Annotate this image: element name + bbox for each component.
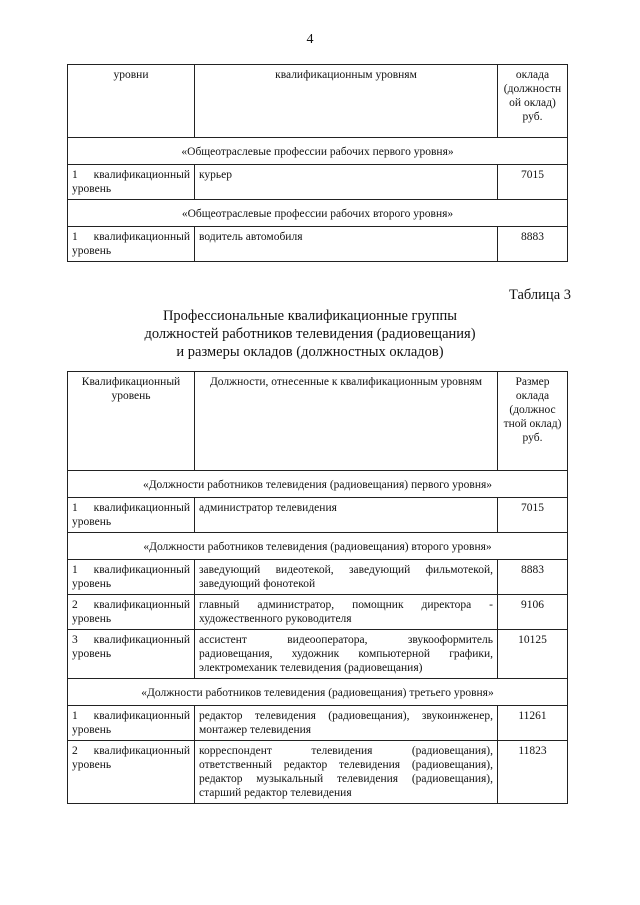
table-title-line: должностей работников телевидения (радиовещания) [144,326,476,342]
header-level: уровни [68,65,195,138]
table-row [68,165,568,200]
position-cell: корреспондент телевидения (радиовещания), ответственный редактор телевидения (радиовещания), редактор музыкальный телевидения (радиовещания), старший редактор телевидения [195,741,498,804]
salary-cell: 11261 [498,706,568,741]
table-row [68,706,568,741]
position-cell: водитель автомобиля [195,227,498,262]
table-title-line: и размеры окладов (должностных окладов) [176,344,444,360]
position-cell: ассистент видеооператора, звукооформитель радиовещания, художник компьютерной графики, электромеханик телевидения (радиовещания) [195,630,498,679]
level-cell: 3 квалификационный уровень [68,630,195,679]
position-cell: администратор телевидения [195,498,498,533]
table-row [68,595,568,630]
salary-cell: 7015 [498,498,568,533]
salary-cell: 10125 [498,630,568,679]
table-header-row [68,65,568,138]
header-salary: Размер оклада (должнос тной оклад) руб. [498,372,568,471]
header-salary: оклада (должностн ой оклад) руб. [498,65,568,138]
salary-cell: 11823 [498,741,568,804]
group-title-row [68,138,568,165]
position-cell: главный администратор, помощник директора - художественного руководителя [195,595,498,630]
salary-cell: 7015 [498,165,568,200]
level-cell: 1 квалификационный уровень [68,706,195,741]
salary-cell: 9106 [498,595,568,630]
table-label: Таблица 3 [508,287,571,303]
group-title: «Должности работников телевидения (радиовещания) первого уровня» [68,471,568,498]
group-title-row [68,471,568,498]
header-level: Квалификационный уровень [68,372,195,471]
salary-table-television [67,371,568,804]
position-cell: редактор телевидения (радиовещания), звукоинженер, монтажер телевидения [195,706,498,741]
level-cell: 1 квалификационный уровень [68,498,195,533]
table-row [68,630,568,679]
salary-table-workers [67,64,568,262]
level-cell: 1 квалификационный уровень [68,227,195,262]
level-cell: 1 квалификационный уровень [68,560,195,595]
salary-cell: 8883 [498,227,568,262]
position-cell: курьер [195,165,498,200]
table-title-line: Профессиональные квалификационные группы [162,308,458,324]
table-row [68,498,568,533]
group-title: «Должности работников телевидения (радиовещания) второго уровня» [68,533,568,560]
table-row [68,227,568,262]
header-positions: Должности, отнесенные к квалификационным уровням [195,372,498,471]
level-cell: 2 квалификационный уровень [68,595,195,630]
level-cell: 1 квалификационный уровень [68,165,195,200]
table-row [68,741,568,804]
group-title: «Общеотраслевые профессии рабочих первого уровня» [68,138,568,165]
group-title: «Общеотраслевые профессии рабочих второго уровня» [68,200,568,227]
position-cell: заведующий видеотекой, заведующий фильмотекой, заведующий фонотекой [195,560,498,595]
group-title-row [68,679,568,706]
header-positions: квалификационным уровням [195,65,498,138]
table-header-row [68,372,568,471]
group-title-row [68,533,568,560]
table-title [0,307,620,361]
group-title: «Должности работников телевидения (радиовещания) третьего уровня» [68,679,568,706]
level-cell: 2 квалификационный уровень [68,741,195,804]
table-row [68,560,568,595]
page-number: 4 [306,32,314,47]
salary-cell: 8883 [498,560,568,595]
group-title-row [68,200,568,227]
